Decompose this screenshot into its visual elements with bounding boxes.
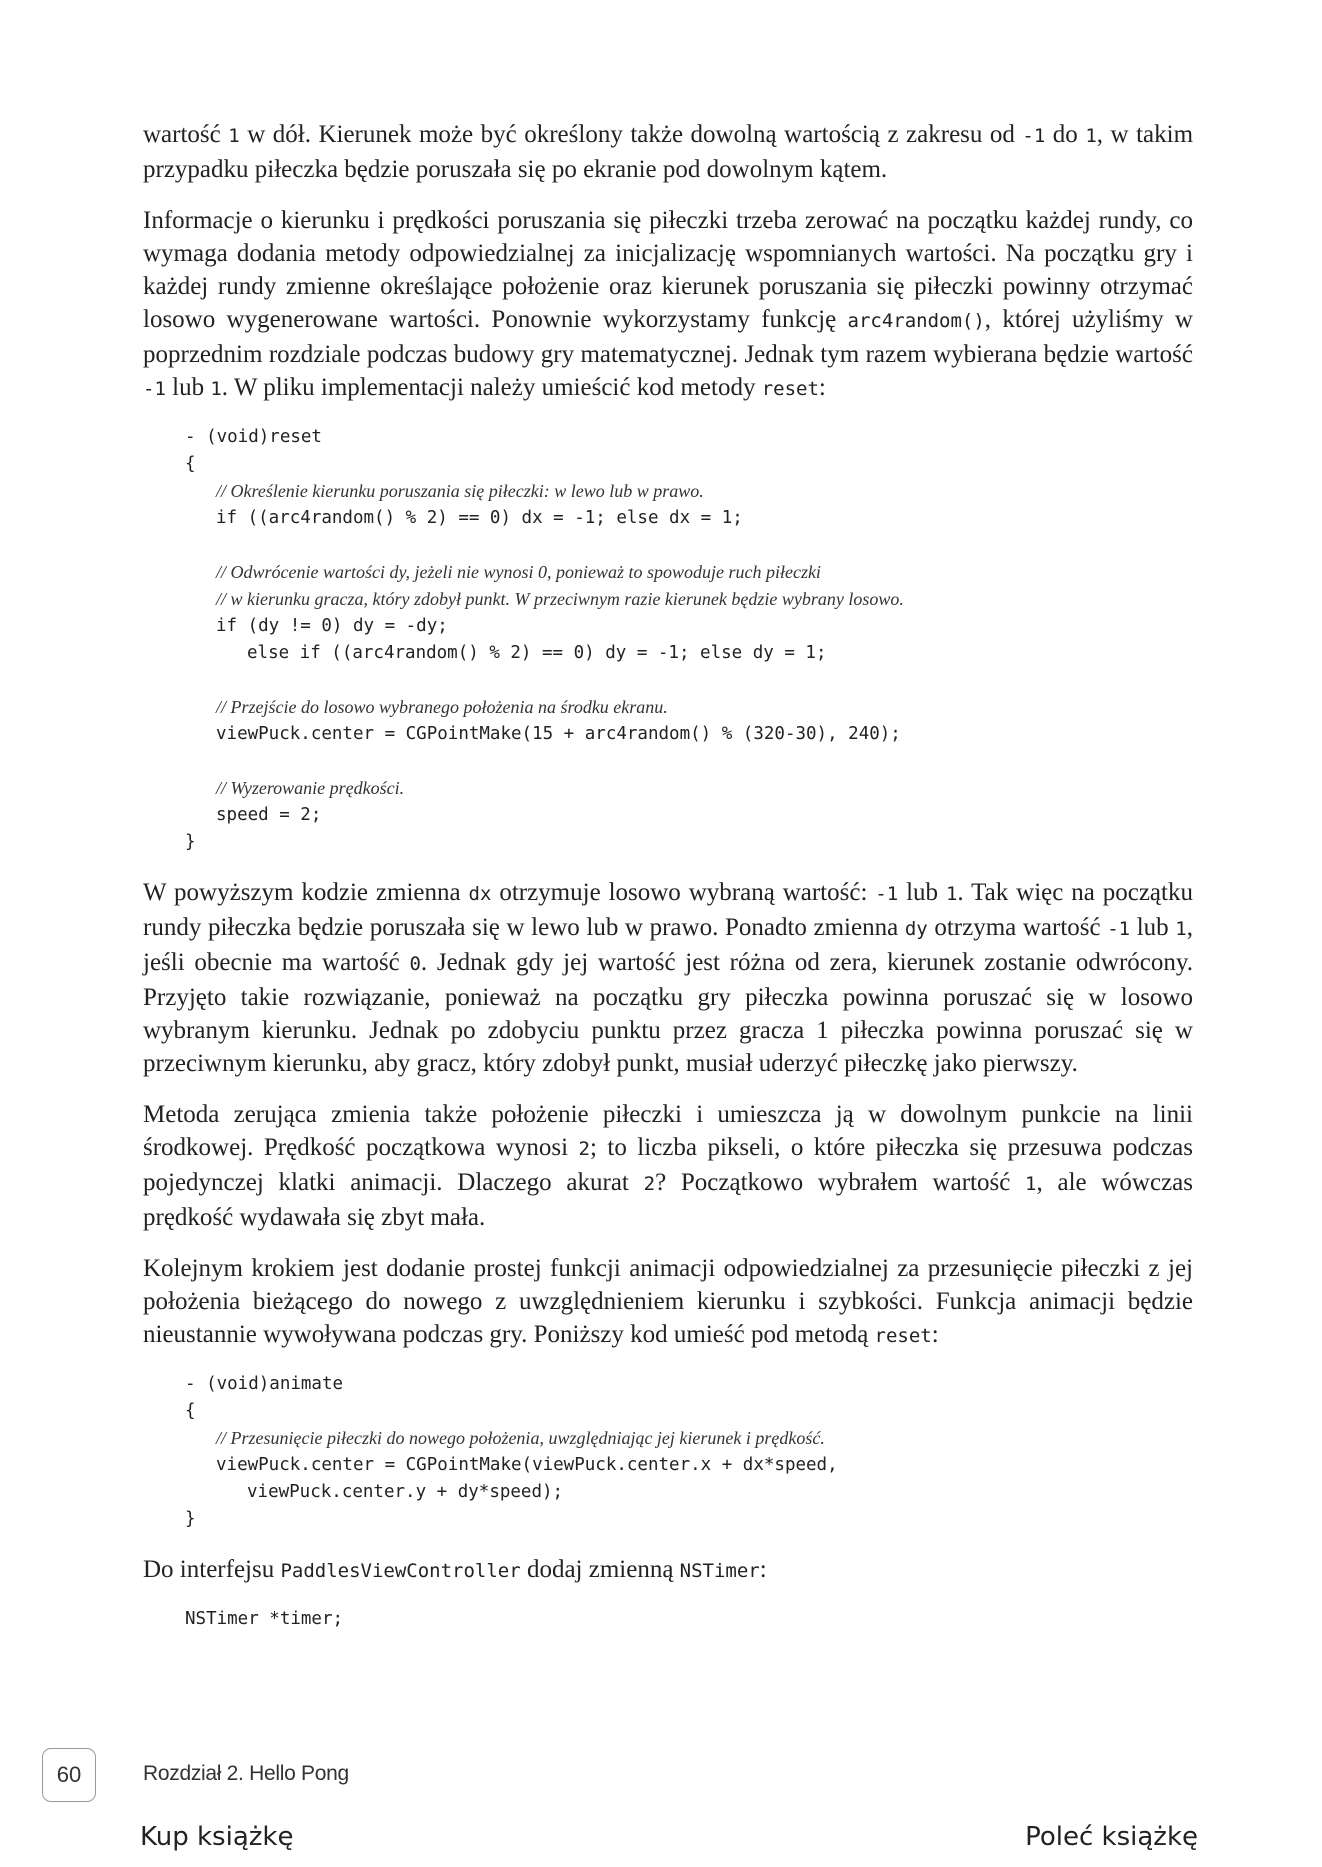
code-blank-line (185, 532, 1193, 559)
paragraph: wartość 1 w dół. Kierunek może być określony także dowolną wartością z zakresu od -1 do 1, w takim przypadku piłeczka będzie poruszała się po ekranie pod dowolnym kątem. (143, 121, 1194, 183)
inline-code: 2 (578, 1138, 590, 1160)
code-comment-line: // Odwrócenie wartości dy, jeżeli nie wynosi 0, ponieważ to spowoduje ruch piłeczki (216, 562, 821, 582)
inline-code: arc4random() (847, 310, 985, 332)
buy-book-link[interactable]: Kup książkę (140, 1822, 294, 1852)
inline-code: PaddlesViewController (280, 1560, 521, 1582)
code-line: NSTimer *timer; (185, 1609, 344, 1629)
code-comment-line: // Przesunięcie piłeczki do nowego położenia, uwzględniając jej kierunek i prędkość. (216, 1428, 825, 1448)
inline-code: 1 (1175, 918, 1187, 940)
inline-code: 0 (409, 953, 421, 975)
paragraph: Kolejnym krokiem jest dodanie prostej funkcji animacji odpowiedzialnej za przesunięcie piłeczki z jej położenia bieżącego do nowego z uwzględnieniem kierunku i szybkości. Funkcja animacji będzie nieustannie wywoływana podczas gry. Poniższy kod umieść pod metodą reset: (143, 1255, 1193, 1348)
code-line: viewPuck.center = CGPointMake(viewPuck.center.x + dx*speed, (216, 1455, 838, 1475)
code-line: else if ((arc4random() % 2) == 0) dy = -1; else dy = 1; (247, 643, 827, 663)
code-comment-line: // Wyzerowanie prędkości. (216, 778, 405, 798)
code-block-timer (185, 1606, 1193, 1633)
code-line: } (185, 1509, 196, 1529)
code-block-reset (185, 424, 1193, 856)
inline-code: reset (874, 1325, 932, 1347)
inline-code: 1 (210, 378, 222, 400)
paragraph: Informacje o kierunku i prędkości poruszania się piłeczki trzeba zerować na początku każdej rundy, co wymaga dodania metody odpowiedzialnej za inicjalizację wspomnianych wartości. Na początku gry i każdej rundy zmienne określające położenie oraz kierunek poruszania się piłeczki powinny otrzymać losowo wygenerowane wartości. Ponownie wykorzystamy funkcję arc4random(), której użyliśmy w poprzednim rozdziale podczas budowy gry matematycznej. Jednak tym razem wybierana będzie wartość -1 lub 1. W pliku implementacji należy umieścić kod metody reset: (143, 207, 1193, 401)
code-line: { (185, 454, 196, 474)
paragraph: Metoda zerująca zmienia także położenie piłeczki i umieszcza ją w dowolnym punkcie na linii środkowej. Prędkość początkowa wynosi 2; to liczba pikseli, o które piłeczka się przesuwa podczas pojedynczej klatki animacji. Dlaczego akurat 2? Początkowo wybrałem wartość 1, ale wówczas prędkość wydawała się zbyt mała. (143, 1101, 1194, 1231)
inline-code: -1 (875, 883, 899, 905)
code-comment-line: // w kierunku gracza, który zdobył punkt. W przeciwnym razie kierunek będzie wybrany losowo. (216, 589, 904, 609)
page-number: 60 (42, 1748, 96, 1802)
code-blank-line (185, 748, 1193, 775)
code-block-animate (185, 1371, 1193, 1533)
paragraph: Do interfejsu PaddlesViewController dodaj zmienną NSTimer: (143, 1556, 767, 1583)
inline-code: -1 (1107, 918, 1131, 940)
code-line: viewPuck.center = CGPointMake(15 + arc4random() % (320-30), 240); (216, 724, 901, 744)
inline-code: 1 (1085, 125, 1097, 147)
inline-code: -1 (1022, 125, 1046, 147)
inline-code: 2 (643, 1173, 656, 1195)
code-line: } (185, 832, 196, 852)
code-line: if ((arc4random() % 2) == 0) dx = -1; else dx = 1; (216, 508, 743, 528)
chapter-title: Rozdział 2. Hello Pong (143, 1762, 349, 1785)
inline-code: NSTimer (679, 1560, 760, 1582)
inline-code: 1 (945, 883, 958, 905)
page-content (143, 118, 1193, 1653)
code-comment-line: // Określenie kierunku poruszania się piłeczki: w lewo lub w prawo. (216, 481, 704, 501)
paragraph: W powyższym kodzie zmienna dx otrzymuje losowo wybraną wartość: -1 lub 1. Tak więc na początku rundy piłeczka będzie poruszała się w lewo lub w prawo. Ponadto zmienna dy otrzyma wartość -1 lub 1, jeśli obecnie ma wartość 0. Jednak gdy jej wartość jest różna od zera, kierunek zostanie odwrócony. Przyjęto takie rozwiązanie, ponieważ na początku gry piłeczka powinna poruszać się w losowo wybranym kierunku. Jednak po zdobyciu punktu przez gracza 1 piłeczka powinna poruszać się w przeciwnym kierunku, aby gracz, który zdobył punkt, musiał uderzyć piłeczkę jako pierwszy. (143, 879, 1193, 1077)
code-line: - (void)reset (185, 427, 322, 447)
code-line: viewPuck.center.y + dy*speed); (247, 1482, 564, 1502)
inline-code: -1 (143, 378, 166, 400)
inline-code: reset (761, 378, 819, 400)
code-line: { (185, 1401, 196, 1421)
recommend-book-link[interactable]: Poleć książkę (1025, 1822, 1198, 1852)
code-line: if (dy != 0) dy = -dy; (216, 616, 448, 636)
inline-code: dy (904, 918, 928, 940)
code-blank-line (185, 667, 1193, 694)
inline-code: 1 (1025, 1173, 1037, 1195)
code-comment-line: // Przejście do losowo wybranego położenia na środku ekranu. (216, 697, 668, 717)
code-line: - (void)animate (185, 1374, 344, 1394)
inline-code: 1 (228, 125, 240, 147)
code-line: speed = 2; (216, 805, 322, 825)
inline-code: dx (468, 883, 492, 905)
